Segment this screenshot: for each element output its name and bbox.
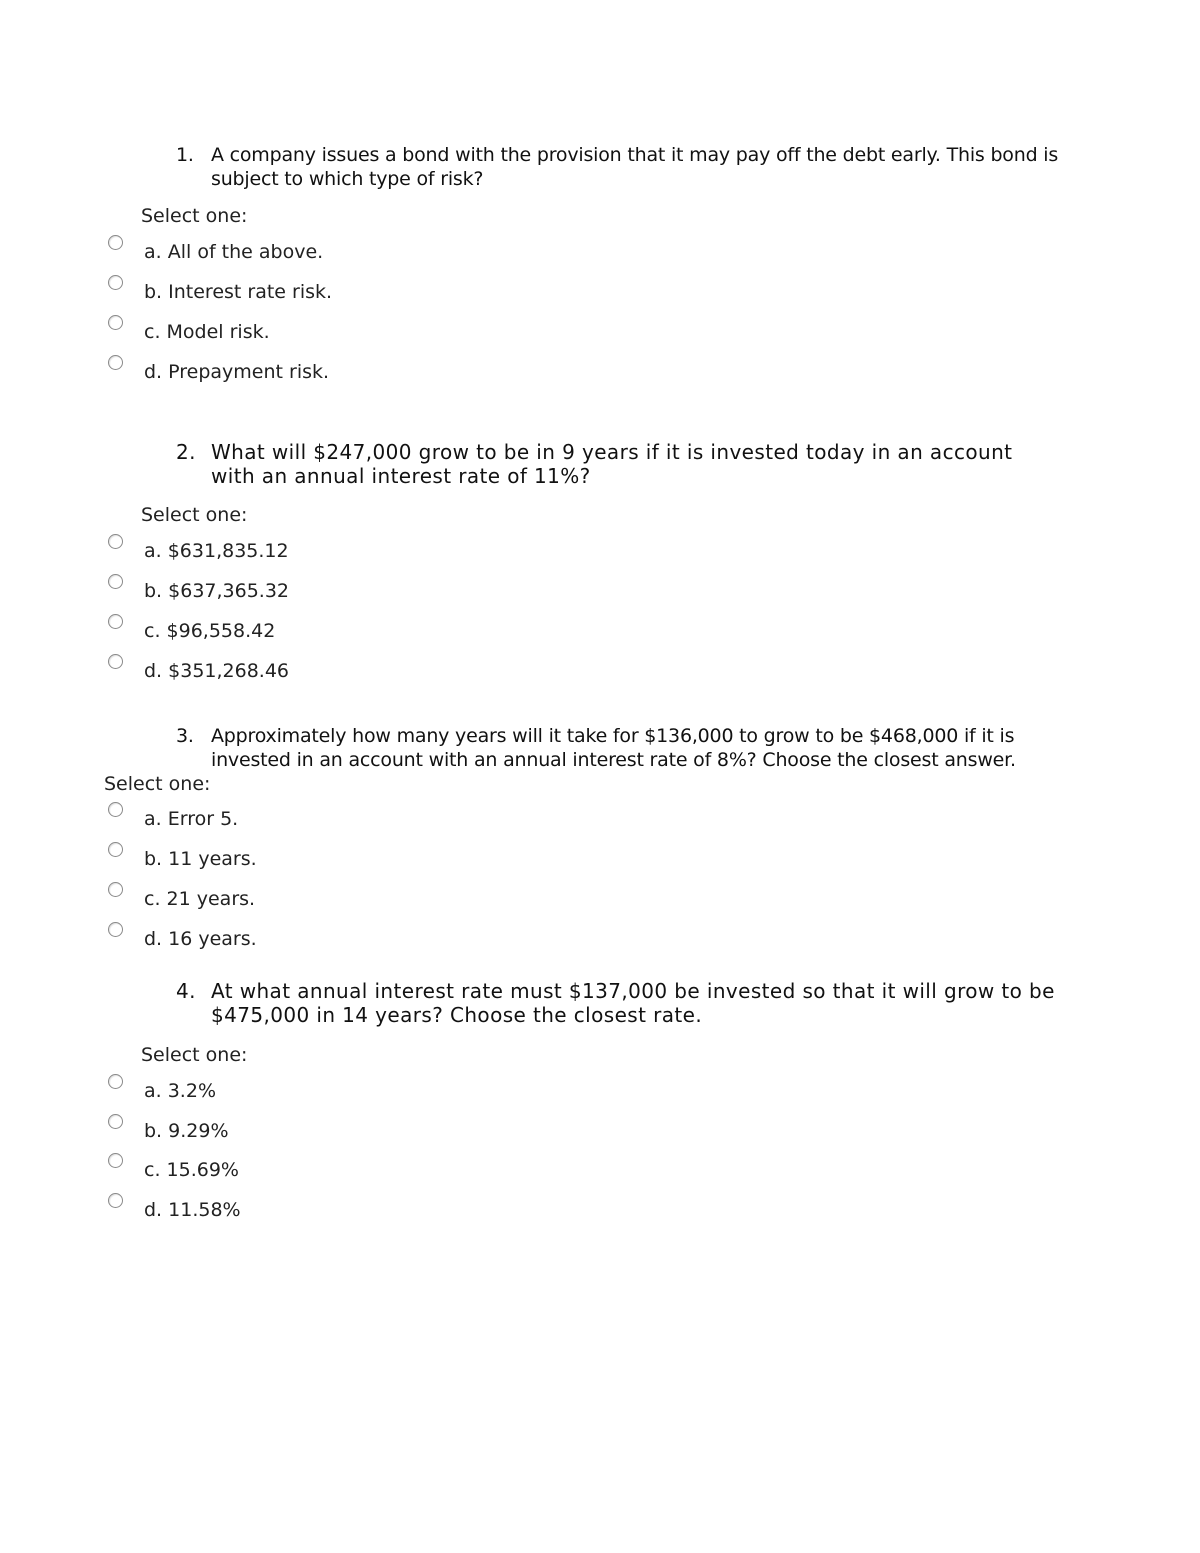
- answer-option[interactable]: [0, 882, 600, 922]
- radio-button[interactable]: [108, 534, 123, 549]
- option-label[interactable]: b. 11 years.: [144, 848, 257, 870]
- radio-button[interactable]: [108, 315, 123, 330]
- option-label[interactable]: d. 16 years.: [144, 928, 257, 950]
- question-prompt: [176, 143, 1076, 191]
- radio-button[interactable]: [108, 235, 123, 250]
- question-number: 4.: [176, 979, 196, 1003]
- question-text: What will $247,000 grow to be in 9 years if it is invested today in an account with an annual interest rate of 11%?: [211, 440, 1013, 488]
- question-number: 3.: [176, 725, 194, 747]
- radio-button[interactable]: [108, 882, 123, 897]
- answer-option[interactable]: [0, 574, 600, 614]
- option-label[interactable]: c. $96,558.42: [144, 620, 276, 642]
- question-text: At what annual interest rate must $137,000 be invested so that it will grow to be $475,000 in 14 years? Choose the closest rate.: [211, 979, 1055, 1027]
- question-prompt: [176, 724, 1036, 772]
- answer-option[interactable]: [0, 654, 600, 694]
- answer-option[interactable]: [0, 235, 600, 275]
- radio-button[interactable]: [108, 654, 123, 669]
- radio-button[interactable]: [108, 275, 123, 290]
- radio-button[interactable]: [108, 574, 123, 589]
- option-label[interactable]: a. 3.2%: [144, 1080, 216, 1102]
- answer-option[interactable]: [0, 275, 600, 315]
- radio-button[interactable]: [108, 614, 123, 629]
- answer-option[interactable]: [0, 922, 600, 962]
- option-label[interactable]: a. Error 5.: [144, 808, 239, 830]
- answer-option[interactable]: [0, 1114, 600, 1154]
- radio-button[interactable]: [108, 1193, 123, 1208]
- answer-option[interactable]: [0, 1193, 600, 1233]
- question-prompt: [176, 440, 1036, 488]
- answer-option[interactable]: [0, 1153, 600, 1193]
- option-label[interactable]: d. 11.58%: [144, 1199, 241, 1221]
- radio-button[interactable]: [108, 1153, 123, 1168]
- option-label[interactable]: d. $351,268.46: [144, 660, 290, 682]
- option-label[interactable]: b. $637,365.32: [144, 580, 290, 602]
- question-number: 1.: [176, 144, 194, 166]
- question-text: Approximately how many years will it take for $136,000 to grow to be $468,000 if it is invested in an account with an annual interest rate of 8%? Choose the closest answer.: [211, 725, 1016, 771]
- answer-option[interactable]: [0, 614, 600, 654]
- option-label[interactable]: c. 21 years.: [144, 888, 256, 910]
- radio-button[interactable]: [108, 922, 123, 937]
- option-label[interactable]: d. Prepayment risk.: [144, 361, 330, 383]
- answer-option[interactable]: [0, 355, 600, 395]
- option-label[interactable]: a. $631,835.12: [144, 540, 289, 562]
- answer-option[interactable]: [0, 802, 600, 842]
- radio-button[interactable]: [108, 1114, 123, 1129]
- radio-button[interactable]: [108, 355, 123, 370]
- radio-button[interactable]: [108, 802, 123, 817]
- radio-button[interactable]: [108, 842, 123, 857]
- select-one-label: Select one:: [141, 1044, 248, 1066]
- select-one-label: Select one:: [141, 205, 248, 227]
- option-label[interactable]: c. 15.69%: [144, 1159, 239, 1181]
- question-text: A company issues a bond with the provision that it may pay off the debt early. This bond is subject to which type of risk?: [211, 144, 1059, 190]
- option-label[interactable]: c. Model risk.: [144, 321, 270, 343]
- option-label[interactable]: b. Interest rate risk.: [144, 281, 333, 303]
- question-number: 2.: [176, 440, 196, 464]
- answer-option[interactable]: [0, 534, 600, 574]
- answer-option[interactable]: [0, 1074, 600, 1114]
- answer-option[interactable]: [0, 315, 600, 355]
- answer-option[interactable]: [0, 842, 600, 882]
- select-one-label: Select one:: [104, 773, 211, 795]
- radio-button[interactable]: [108, 1074, 123, 1089]
- option-label[interactable]: a. All of the above.: [144, 241, 324, 263]
- select-one-label: Select one:: [141, 504, 248, 526]
- question-prompt: [176, 979, 1076, 1027]
- option-label[interactable]: b. 9.29%: [144, 1120, 229, 1142]
